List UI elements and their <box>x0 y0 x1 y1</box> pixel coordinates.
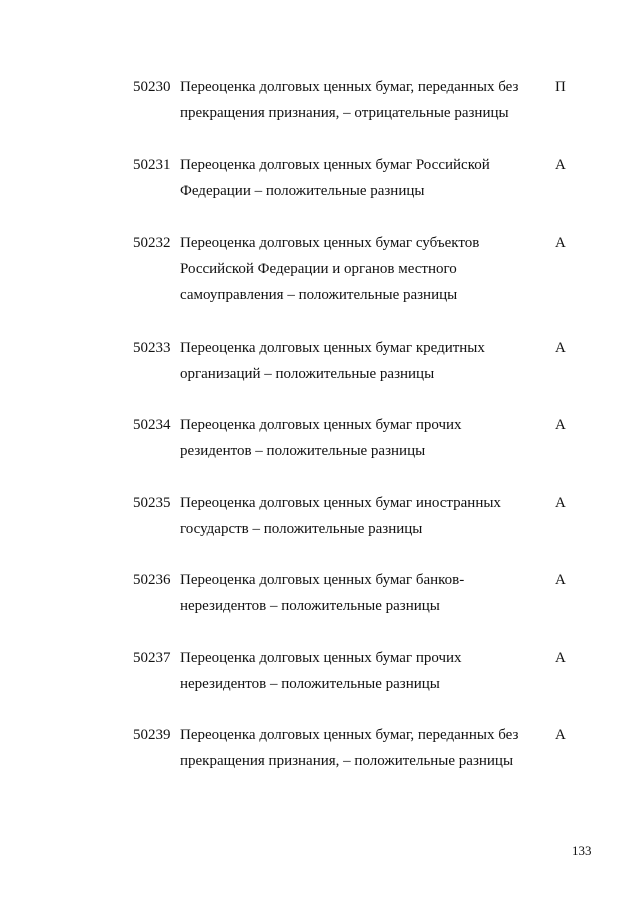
account-type-mark: А <box>555 572 566 588</box>
description-line: нерезидентов – положительные разницы <box>180 598 440 614</box>
account-type-mark: А <box>555 727 566 743</box>
account-code: 50231 <box>133 157 171 173</box>
account-code: 50233 <box>133 340 171 356</box>
account-description <box>180 567 545 619</box>
account-type-mark: А <box>555 340 566 356</box>
account-description <box>180 74 545 126</box>
account-description <box>180 490 545 542</box>
account-code: 50237 <box>133 650 171 666</box>
account-description <box>180 412 545 464</box>
description-line: Переоценка долговых ценных бумаг, переданных без <box>180 79 519 95</box>
description-line: прекращения признания, – отрицательные разницы <box>180 105 509 121</box>
account-code: 50236 <box>133 572 171 588</box>
account-type-mark: А <box>555 650 566 666</box>
account-type-mark: А <box>555 495 566 511</box>
description-line: организаций – положительные разницы <box>180 366 435 382</box>
account-type-mark: П <box>555 79 566 95</box>
account-description <box>180 722 545 774</box>
account-code: 50232 <box>133 235 171 251</box>
description-line: Переоценка долговых ценных бумаг банков- <box>180 572 465 588</box>
description-line: Переоценка долговых ценных бумаг Российской <box>180 157 490 173</box>
description-line: Переоценка долговых ценных бумаг прочих <box>180 417 462 433</box>
account-type-mark: А <box>555 417 566 433</box>
account-code: 50234 <box>133 417 171 433</box>
description-line: нерезидентов – положительные разницы <box>180 676 440 692</box>
description-line: резидентов – положительные разницы <box>180 443 426 459</box>
account-type-mark: А <box>555 235 566 251</box>
account-description <box>180 645 545 697</box>
description-line: Переоценка долговых ценных бумаг субъектов <box>180 235 480 251</box>
description-line: Российской Федерации и органов местного <box>180 261 457 277</box>
page-number: 133 <box>572 843 592 858</box>
description-line: Федерации – положительные разницы <box>180 183 425 199</box>
description-line: Переоценка долговых ценных бумаг иностранных <box>180 495 501 511</box>
description-line: государств – положительные разницы <box>180 521 423 537</box>
account-type-mark: А <box>555 157 566 173</box>
account-description <box>180 230 545 308</box>
account-description <box>180 335 545 387</box>
account-code: 50239 <box>133 727 171 743</box>
account-code: 50235 <box>133 495 171 511</box>
description-line: прекращения признания, – положительные разницы <box>180 753 514 769</box>
account-code: 50230 <box>133 79 171 95</box>
description-line: Переоценка долговых ценных бумаг кредитных <box>180 340 485 356</box>
description-line: Переоценка долговых ценных бумаг прочих <box>180 650 462 666</box>
description-line: Переоценка долговых ценных бумаг, переданных без <box>180 727 519 743</box>
description-line: самоуправления – положительные разницы <box>180 287 458 303</box>
account-description <box>180 152 545 204</box>
